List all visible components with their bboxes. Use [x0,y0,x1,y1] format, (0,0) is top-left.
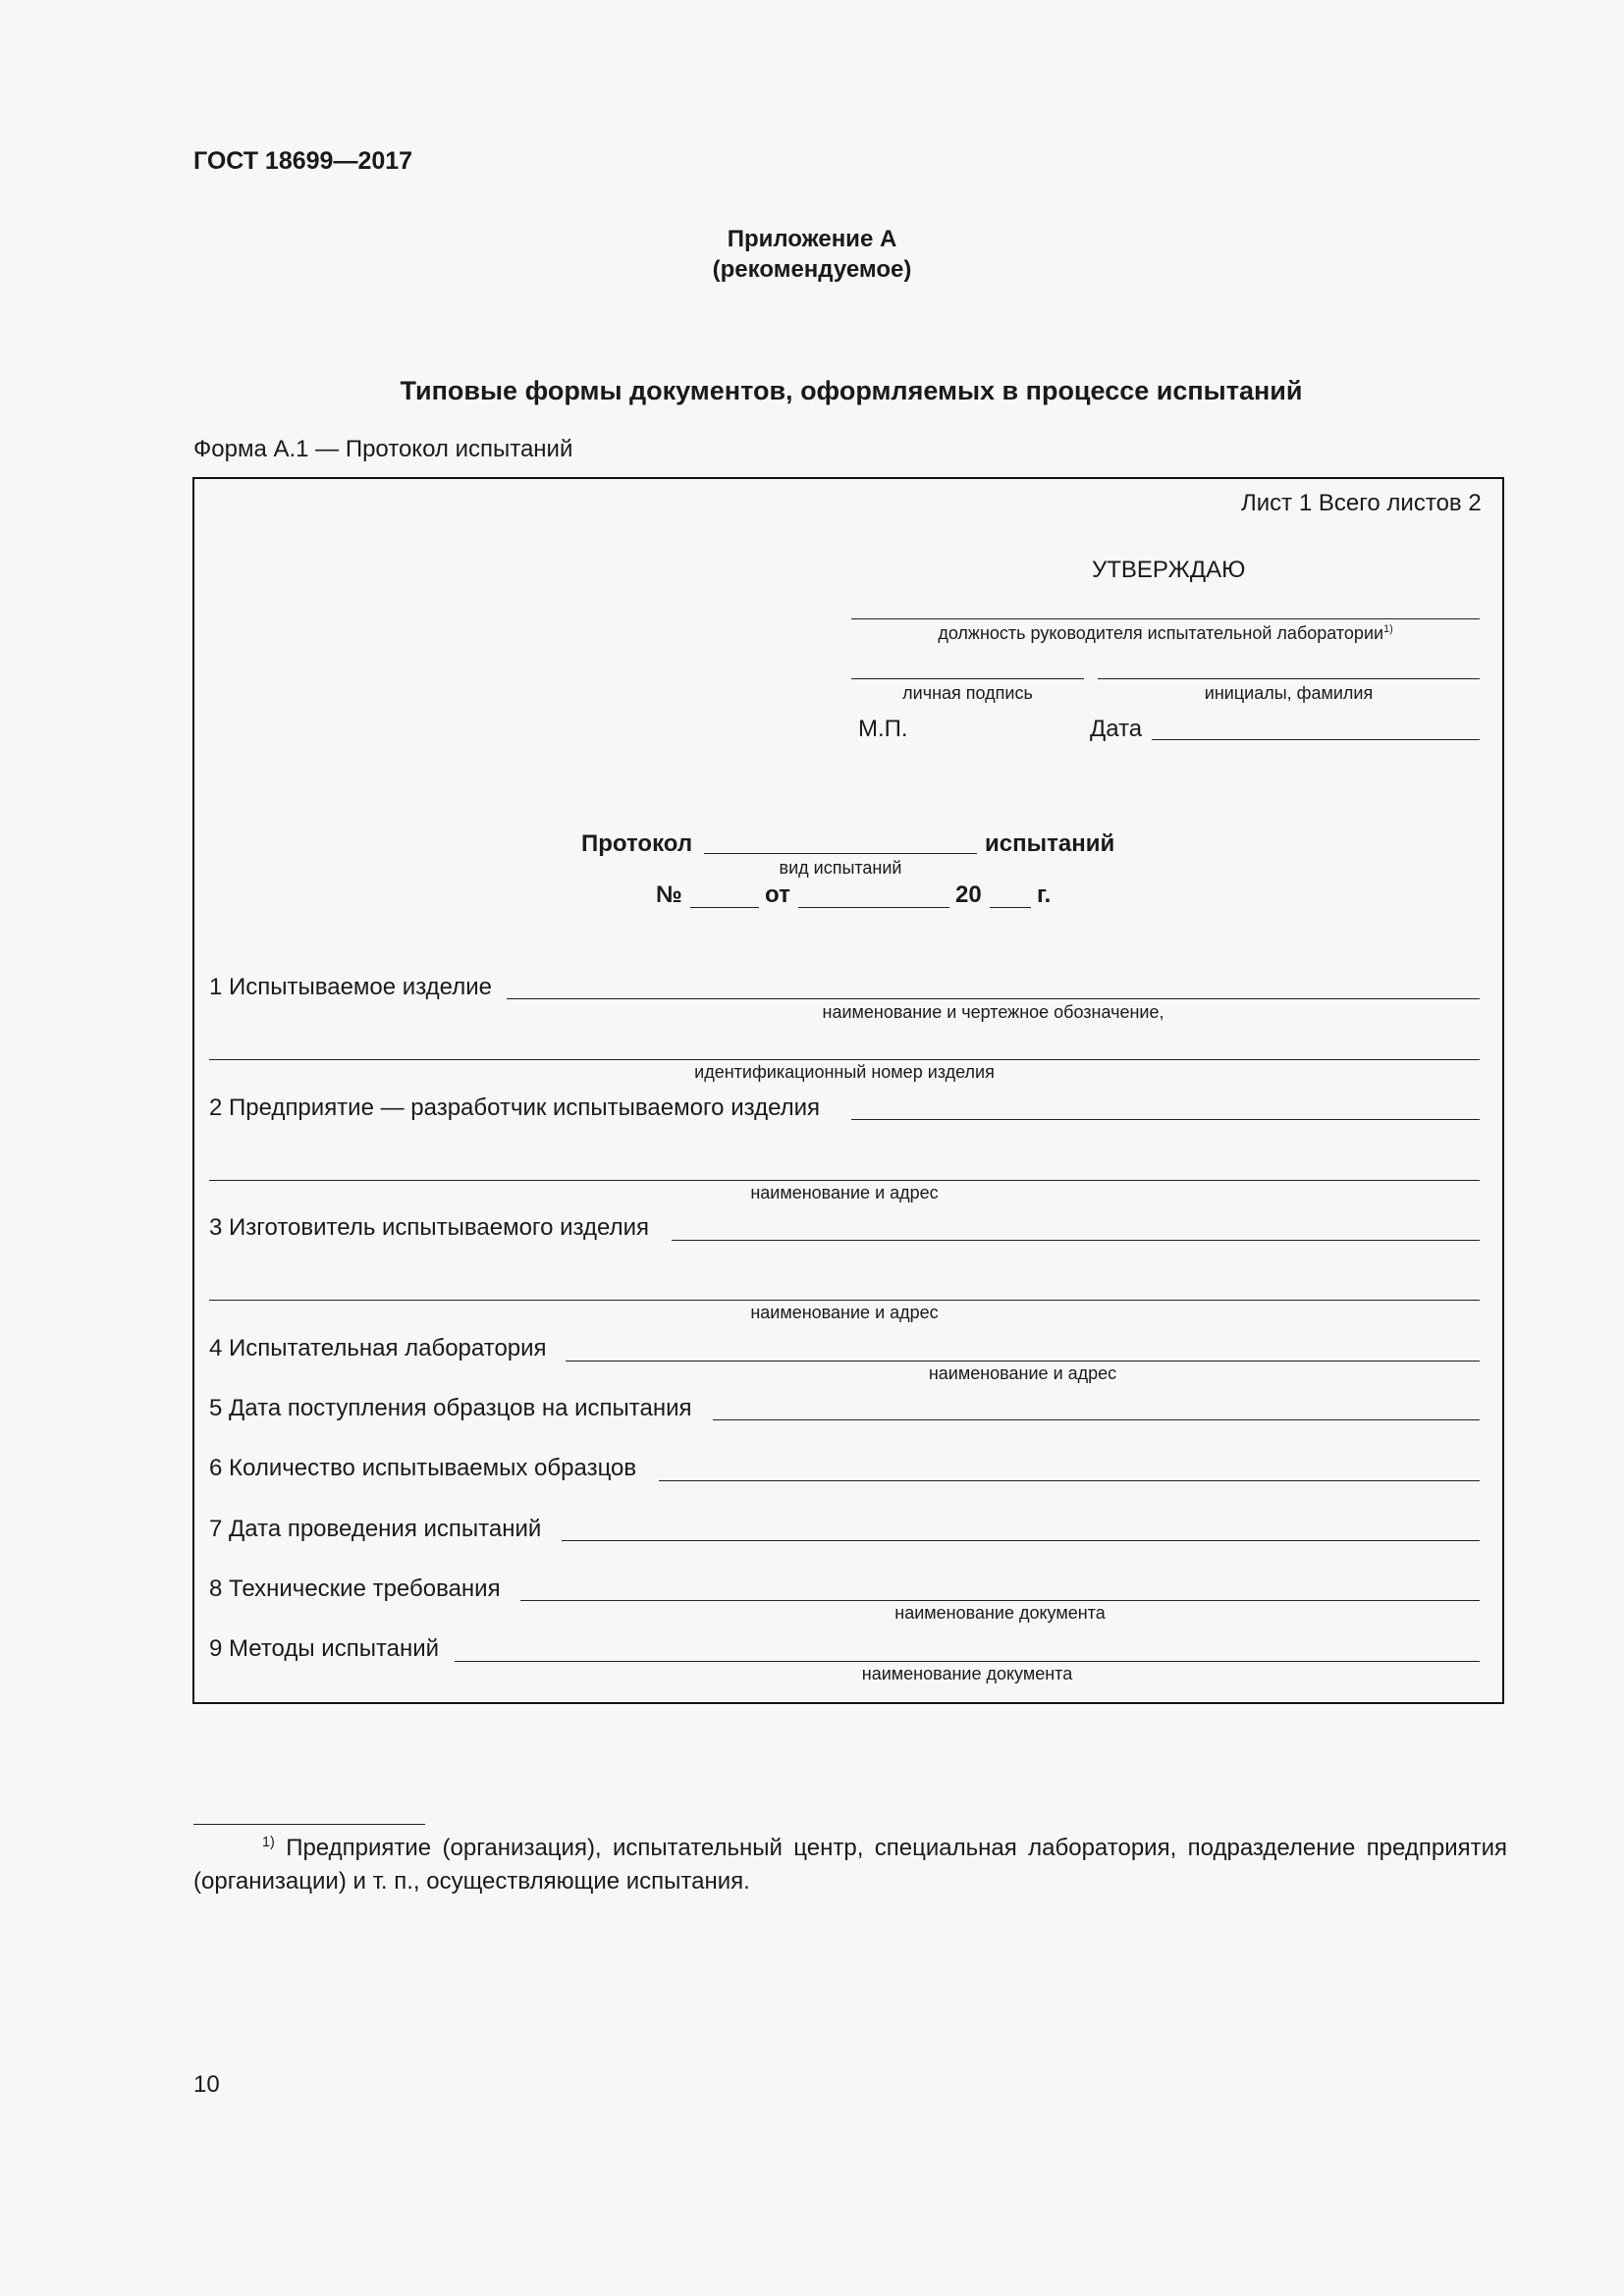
field-6-label: 6 Количество испытываемых образцов [209,1455,637,1481]
standard-code: ГОСТ 18699—2017 [193,147,413,175]
field-7-line[interactable] [562,1540,1480,1541]
field-2-line-2[interactable] [209,1180,1480,1181]
field-6-line[interactable] [659,1480,1480,1481]
field-4-label: 4 Испытательная лаборатория [209,1335,547,1362]
approve-date-line[interactable] [1152,739,1480,740]
field-8-label: 8 Технические требования [209,1575,501,1602]
field-5-label: 5 Дата поступления образцов на испытания [209,1395,692,1421]
field-3-label: 3 Изготовитель испытываемого изделия [209,1214,649,1241]
field-1-label: 1 Испытываемое изделие [209,974,492,1000]
position-line[interactable] [851,618,1480,619]
field-3-line-1[interactable] [672,1240,1480,1241]
field-4-line[interactable] [566,1361,1480,1362]
approve-title: УТВЕРЖДАЮ [1092,557,1246,583]
field-2-caption: наименование и адрес [750,1183,939,1202]
field-8-caption: наименование документа [894,1603,1106,1623]
field-3-line-2[interactable] [209,1300,1480,1301]
field-2-label: 2 Предприятие — разработчик испытываемого изделия [209,1095,821,1121]
test-type-caption: вид испытаний [779,858,902,878]
name-line[interactable] [1098,678,1480,679]
position-footnote-mark: 1) [1383,623,1393,635]
footnote [193,1832,1507,1898]
field-5-line[interactable] [713,1419,1480,1420]
protocol-date-line[interactable] [798,907,949,908]
document-heading: Типовые формы документов, оформляемых в процессе испытаний [400,376,1303,405]
year-prefix: 20 [955,881,982,908]
footnote-mark: 1) [262,1835,275,1850]
tests-word: испытаний [985,830,1115,857]
year-line[interactable] [990,907,1031,908]
field-1-line-1[interactable] [507,998,1480,999]
signature-line[interactable] [851,678,1084,679]
signature-caption: личная подпись [902,683,1033,703]
name-caption: инициалы, фамилия [1204,683,1374,703]
field-9-label: 9 Методы испытаний [209,1635,440,1662]
annex-kind: (рекомендуемое) [712,256,912,283]
field-9-caption: наименование документа [861,1664,1073,1683]
protocol-word: Протокол [581,830,693,857]
position-caption: должность руководителя испытательной лаборатории$^{1)}$ [938,623,1393,643]
number-sign: № [656,881,682,908]
sheet-info: Лист 1 Всего листов 2 [1241,490,1482,516]
field-1-line-2[interactable] [209,1059,1480,1060]
date-label: Дата [1090,716,1143,742]
test-type-line[interactable] [704,853,977,854]
page-number: 10 [193,2071,220,2098]
annex-title: Приложение А [727,226,897,252]
protocol-number-line[interactable] [690,907,759,908]
field-7-label: 7 Дата проведения испытаний [209,1516,542,1542]
footnote-rule [193,1824,425,1825]
field-3-caption: наименование и адрес [750,1303,939,1322]
year-suffix: г. [1037,881,1052,908]
field-1-caption-2: идентификационный номер изделия [694,1062,995,1082]
field-2-line-1[interactable] [851,1119,1480,1120]
from-word: от [765,881,790,908]
field-8-line[interactable] [520,1600,1480,1601]
field-4-caption: наименование и адрес [928,1363,1117,1383]
footnote-text: Предприятие (организация), испытательный центр, специальная лаборатория, подразделение предприятия (организации) и т. п., осуществляющие испытания. [193,1835,1507,1895]
field-9-line[interactable] [455,1661,1480,1662]
field-1-caption-1: наименование и чертежное обозначение, [822,1002,1164,1022]
form-caption: Форма А.1 — Протокол испытаний [193,436,573,462]
stamp-label: М.П. [858,716,908,742]
